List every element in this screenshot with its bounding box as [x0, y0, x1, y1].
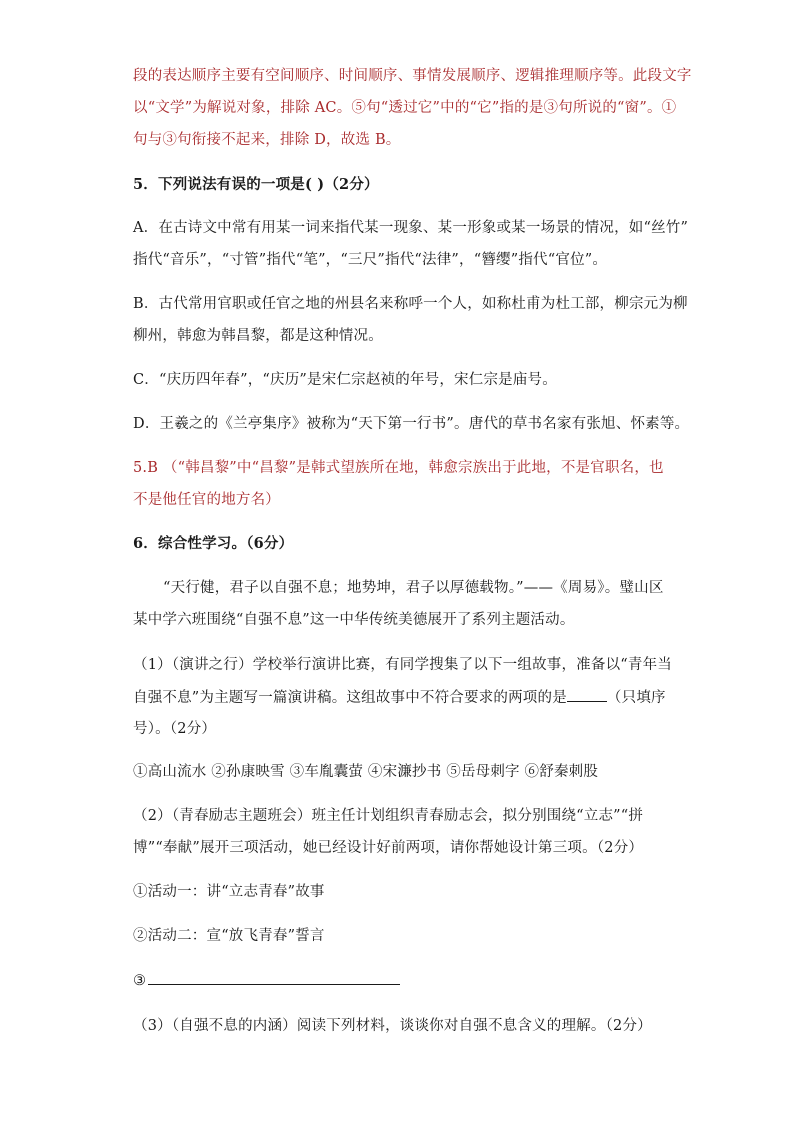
q6-part1-line-1: （1）（演讲之行）学校举行演讲比赛，有同学搜集了以下一组故事，准备以“青年当: [133, 657, 672, 673]
question-5-stem: 5．下列说法有误的一项是( )（2分）: [133, 176, 379, 193]
q5-option-b-line-2: 柳州，韩愈为韩昌黎，都是这种情况。: [133, 328, 383, 344]
activity-3-answer-line[interactable]: [148, 970, 400, 985]
q5-option-b-line-1: B．古代常用官职或任官之地的州县名来称呼一个人，如称杜甫为杜工部，柳宗元为柳: [133, 296, 688, 312]
q5-option-c: C．“庆历四年春”，“庆历”是宋仁宗赵祯的年号，宋仁宗是庙号。: [133, 372, 557, 388]
q6-activity-3-prefix: ③: [133, 973, 147, 989]
q6-story-list: ①高山流水 ②孙康映雪 ③车胤囊萤 ④宋濂抄书 ⑤岳母刺字 ⑥舒秦刺股: [133, 764, 599, 780]
q5-answer-line-2: 不是他任官的地方名）: [133, 492, 280, 508]
analysis-line-2: 以“文学”为解说对象，排除 AC。⑤句“透过它”中的“它”指的是③句所说的“窗”。①: [133, 100, 677, 116]
q6-intro-line-1: “天行健，君子以自强不息；地势坤，君子以厚德载物。”——《周易》。璧山区: [163, 580, 664, 596]
q5-answer-line-1: 5.B （“韩昌黎”中“昌黎”是韩式望族所在地，韩愈宗族出于此地，不是官职名，也: [133, 460, 664, 476]
q6-part2-line-1: （2）（青春励志主题班会）班主任计划组织青春励志会，拟分别围绕“立志”“拼: [133, 808, 644, 824]
q6-part1-text-after-blank: （只填序: [606, 690, 666, 706]
q6-activity-2: ②活动二：宣“放飞青春”誓言: [133, 928, 325, 944]
answer-blank[interactable]: [567, 687, 607, 702]
q6-part1-text-before-blank: 自强不息”为主题写一篇演讲稿。这组故事中不符合要求的两项的是: [133, 690, 567, 706]
q6-activity-1: ①活动一：讲“立志青春”故事: [133, 884, 325, 900]
q6-part1-line-2: [133, 687, 666, 708]
analysis-line-3: 句与③句衔接不起来，排除 D，故选 B。: [133, 132, 401, 148]
q6-part1-line-3: 号）。（2分）: [133, 721, 217, 737]
q6-part3: （3）（自强不息的内涵）阅读下列材料，谈谈你对自强不息含义的理解。（2分）: [133, 1018, 652, 1034]
q6-activity-3: [133, 970, 400, 991]
analysis-line-1: 段的表达顺序主要有空间顺序、时间顺序、事情发展顺序、逻辑推理顺序等。此段文字: [133, 68, 692, 84]
q5-option-a-line-2: 指代“音乐”，“寸管”指代“笔”，“三尺”指代“法律”，“簪缨”指代“官位”。: [133, 252, 608, 268]
q6-part2-line-2: 博”“奉献”展开三项活动，她已经设计好前两项，请你帮她设计第三项。（2分）: [133, 840, 644, 856]
q5-option-d: D．王羲之的《兰亭集序》被称为“天下第一行书”。唐代的草书名家有张旭、怀素等。: [133, 416, 690, 432]
q6-intro-line-2: 某中学六班围绕“自强不息”这一中华传统美德展开了系列主题活动。: [133, 612, 575, 628]
q5-option-a-line-1: A．在古诗文中常有用某一词来指代某一现象、某一形象或某一场景的情况，如“丝竹”: [133, 220, 689, 236]
question-6-stem: 6．综合性学习。（6分）: [133, 535, 294, 552]
